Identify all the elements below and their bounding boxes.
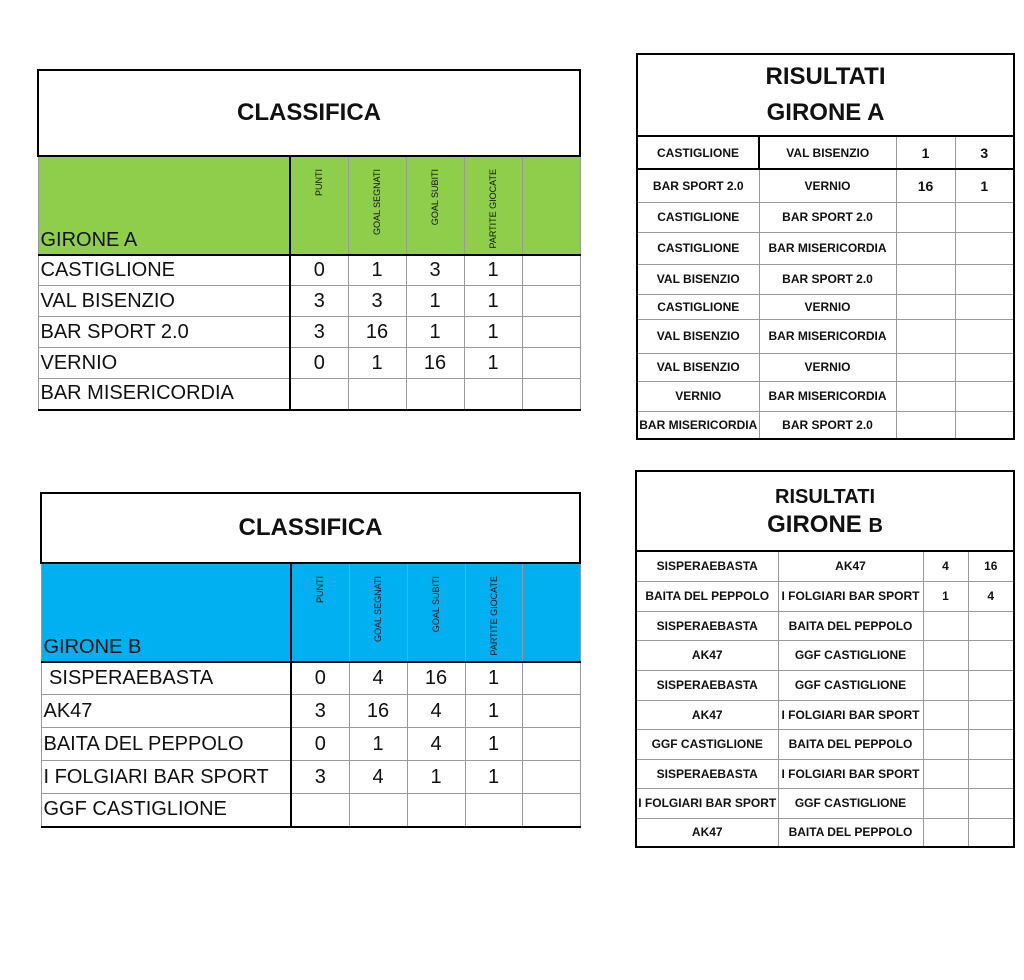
- match-row: [636, 611, 1014, 640]
- goal-segnati-value: [349, 794, 407, 827]
- match-row: [636, 729, 1014, 759]
- away-team: GGF CASTIGLIONE: [778, 670, 923, 700]
- home-goals: [896, 353, 955, 381]
- goal-segnati-value: 3: [348, 286, 406, 317]
- home-team: CASTIGLIONE: [637, 202, 759, 232]
- away-goals: [968, 729, 1014, 759]
- table-row: [41, 794, 580, 827]
- home-team: AK47: [636, 818, 778, 847]
- table-row: [41, 695, 580, 728]
- match-row: [637, 202, 1014, 232]
- away-team: VERNIO: [759, 169, 896, 202]
- goal-subiti-value: 3: [406, 255, 464, 286]
- away-goals: [968, 611, 1014, 640]
- team-name: BAR MISERICORDIA: [38, 379, 290, 410]
- match-row: [637, 136, 1014, 169]
- away-goals: 3: [955, 136, 1014, 169]
- away-goals: [955, 411, 1014, 439]
- punti-value: 3: [291, 761, 349, 794]
- match-row: [637, 319, 1014, 353]
- standings-table-girone-a: [37, 69, 581, 411]
- home-goals: 16: [896, 169, 955, 202]
- table-row: [41, 662, 580, 695]
- partite-giocate-value: 1: [465, 728, 522, 761]
- team-name: BAITA DEL PEPPOLO: [41, 728, 291, 761]
- away-goals: 4: [968, 581, 1014, 611]
- home-team: I FOLGIARI BAR SPORT: [636, 788, 778, 818]
- results-table-girone-a: [636, 53, 1015, 440]
- goal-subiti-value: 4: [407, 728, 465, 761]
- goal-segnati-value: 1: [349, 728, 407, 761]
- classifica-title: CLASSIFICA: [41, 493, 580, 563]
- away-team: AK47: [778, 551, 923, 581]
- away-goals: [955, 264, 1014, 294]
- home-goals: [923, 788, 968, 818]
- results-title-letter: B: [868, 514, 883, 537]
- column-header-punti: PUNTI: [314, 169, 325, 196]
- goal-subiti-value: 1: [407, 761, 465, 794]
- home-goals: 1: [896, 136, 955, 169]
- punti-value: 3: [290, 317, 348, 348]
- home-goals: [923, 729, 968, 759]
- partite-giocate-value: 1: [464, 348, 522, 379]
- results-title-line2: GIRONE A: [766, 99, 885, 126]
- table-row: [41, 728, 580, 761]
- partite-giocate-value: [465, 794, 522, 827]
- column-header-goal-subiti: GOAL SUBITI: [430, 169, 440, 226]
- punti-value: 0: [290, 348, 348, 379]
- home-team: BAITA DEL PEPPOLO: [636, 581, 778, 611]
- home-goals: [923, 611, 968, 640]
- home-team: VAL BISENZIO: [637, 319, 759, 353]
- partite-giocate-value: 1: [464, 317, 522, 348]
- home-team: SISPERAEBASTA: [636, 670, 778, 700]
- away-team: BAITA DEL PEPPOLO: [778, 729, 923, 759]
- match-row: [636, 759, 1014, 788]
- table-row: [38, 286, 580, 317]
- column-header-punti: PUNTI: [315, 576, 326, 603]
- match-row: [637, 264, 1014, 294]
- punti-value: 0: [290, 255, 348, 286]
- goal-subiti-value: 16: [406, 348, 464, 379]
- results-title-line2: [637, 511, 1013, 540]
- girone-label: GIRONE B: [41, 563, 291, 662]
- home-goals: [923, 818, 968, 847]
- home-goals: [923, 670, 968, 700]
- results-title-line1: RISULTATI: [775, 485, 876, 508]
- punti-value: 0: [291, 662, 349, 695]
- match-row: [637, 294, 1014, 319]
- punti-value: [291, 794, 349, 827]
- goal-subiti-value: 4: [407, 695, 465, 728]
- away-goals: [968, 788, 1014, 818]
- goal-subiti-value: 1: [406, 317, 464, 348]
- goal-segnati-value: 1: [348, 255, 406, 286]
- home-goals: [923, 759, 968, 788]
- team-name: CASTIGLIONE: [38, 255, 290, 286]
- away-team: VAL BISENZIO: [759, 136, 896, 169]
- away-team: BAR SPORT 2.0: [759, 202, 896, 232]
- punti-value: 3: [291, 695, 349, 728]
- away-goals: [968, 700, 1014, 729]
- home-goals: [923, 700, 968, 729]
- home-team: SISPERAEBASTA: [636, 611, 778, 640]
- match-row: [637, 411, 1014, 439]
- away-goals: [955, 353, 1014, 381]
- away-team: GGF CASTIGLIONE: [778, 640, 923, 670]
- goal-subiti-value: [406, 379, 464, 410]
- results-title: [637, 54, 1014, 136]
- away-team: BAITA DEL PEPPOLO: [778, 818, 923, 847]
- home-team: BAR MISERICORDIA: [637, 411, 759, 439]
- home-team: VERNIO: [637, 381, 759, 411]
- away-team: BAR SPORT 2.0: [759, 264, 896, 294]
- girone-label: GIRONE A: [38, 156, 290, 255]
- results-title: [636, 471, 1014, 551]
- table-row: [38, 255, 580, 286]
- team-name: GGF CASTIGLIONE: [41, 794, 291, 827]
- away-team: I FOLGIARI BAR SPORT: [778, 581, 923, 611]
- match-row: [636, 551, 1014, 581]
- goal-segnati-value: 4: [349, 662, 407, 695]
- away-team: BAR MISERICORDIA: [759, 319, 896, 353]
- punti-value: 3: [290, 286, 348, 317]
- team-name: BAR SPORT 2.0: [38, 317, 290, 348]
- home-team: SISPERAEBASTA: [636, 759, 778, 788]
- header-row: [38, 156, 580, 255]
- away-team: BAITA DEL PEPPOLO: [778, 611, 923, 640]
- home-goals: [896, 232, 955, 264]
- classifica-title: CLASSIFICA: [38, 70, 580, 156]
- partite-giocate-value: [464, 379, 522, 410]
- home-team: AK47: [636, 640, 778, 670]
- match-row: [636, 700, 1014, 729]
- goal-subiti-value: 1: [406, 286, 464, 317]
- match-row: [637, 381, 1014, 411]
- match-row: [636, 788, 1014, 818]
- away-team: BAR SPORT 2.0: [759, 411, 896, 439]
- match-row: [637, 169, 1014, 202]
- partite-giocate-value: 1: [465, 761, 522, 794]
- away-goals: [968, 640, 1014, 670]
- goal-segnati-value: 1: [348, 348, 406, 379]
- away-team: VERNIO: [759, 353, 896, 381]
- column-header-partite-giocate: PARTITE GIOCATE: [488, 169, 498, 249]
- goal-segnati-value: 4: [349, 761, 407, 794]
- home-team: CASTIGLIONE: [637, 294, 759, 319]
- away-goals: [955, 319, 1014, 353]
- results-table-girone-b: [635, 470, 1015, 848]
- home-team: AK47: [636, 700, 778, 729]
- home-goals: [896, 319, 955, 353]
- away-goals: [968, 759, 1014, 788]
- results-title-line1: RISULTATI: [765, 63, 886, 90]
- away-goals: 16: [968, 551, 1014, 581]
- away-team: VERNIO: [759, 294, 896, 319]
- away-team: I FOLGIARI BAR SPORT: [778, 700, 923, 729]
- match-row: [637, 353, 1014, 381]
- home-team: VAL BISENZIO: [637, 264, 759, 294]
- home-goals: [896, 411, 955, 439]
- column-header-goal-subiti: GOAL SUBITI: [431, 576, 441, 633]
- table-row: [41, 761, 580, 794]
- partite-giocate-value: 1: [465, 695, 522, 728]
- team-name: VAL BISENZIO: [38, 286, 290, 317]
- goal-segnati-value: 16: [348, 317, 406, 348]
- away-goals: [955, 294, 1014, 319]
- column-header-goal-segnati: GOAL SEGNATI: [372, 169, 382, 236]
- table-row: [38, 317, 580, 348]
- home-goals: [896, 381, 955, 411]
- home-team: SISPERAEBASTA: [636, 551, 778, 581]
- away-goals: [968, 670, 1014, 700]
- match-row: [637, 232, 1014, 264]
- goal-segnati-value: [348, 379, 406, 410]
- column-header-partite-giocate: PARTITE GIOCATE: [488, 576, 499, 656]
- column-header-goal-segnati: GOAL SEGNATI: [373, 576, 383, 643]
- away-goals: 1: [955, 169, 1014, 202]
- header-row: [41, 563, 580, 662]
- away-goals: [968, 818, 1014, 847]
- away-goals: [955, 232, 1014, 264]
- goal-subiti-value: [407, 794, 465, 827]
- team-name: SISPERAEBASTA: [41, 662, 291, 695]
- home-goals: [896, 202, 955, 232]
- standings-table-girone-b: [40, 492, 581, 828]
- away-team: GGF CASTIGLIONE: [778, 788, 923, 818]
- punti-value: [290, 379, 348, 410]
- table-row: [38, 379, 580, 410]
- home-team: BAR SPORT 2.0: [637, 169, 759, 202]
- home-team: GGF CASTIGLIONE: [636, 729, 778, 759]
- partite-giocate-value: 1: [464, 286, 522, 317]
- match-row: [636, 640, 1014, 670]
- goal-subiti-value: 16: [407, 662, 465, 695]
- match-row: [636, 670, 1014, 700]
- home-goals: 4: [923, 551, 968, 581]
- away-team: BAR MISERICORDIA: [759, 381, 896, 411]
- results-title-girone: GIRONE: [767, 510, 869, 538]
- home-goals: [896, 264, 955, 294]
- away-team: BAR MISERICORDIA: [759, 232, 896, 264]
- home-goals: [923, 640, 968, 670]
- home-goals: 1: [923, 581, 968, 611]
- goal-segnati-value: 16: [349, 695, 407, 728]
- away-goals: [955, 202, 1014, 232]
- table-row: [38, 348, 580, 379]
- home-team: CASTIGLIONE: [637, 136, 759, 169]
- away-team: I FOLGIARI BAR SPORT: [778, 759, 923, 788]
- home-team: VAL BISENZIO: [637, 353, 759, 381]
- partite-giocate-value: 1: [464, 255, 522, 286]
- team-name: I FOLGIARI BAR SPORT: [41, 761, 291, 794]
- home-team: CASTIGLIONE: [637, 232, 759, 264]
- away-goals: [955, 381, 1014, 411]
- punti-value: 0: [291, 728, 349, 761]
- team-name: AK47: [41, 695, 291, 728]
- match-row: [636, 818, 1014, 847]
- match-row: [636, 581, 1014, 611]
- team-name: VERNIO: [38, 348, 290, 379]
- partite-giocate-value: 1: [465, 662, 522, 695]
- home-goals: [896, 294, 955, 319]
